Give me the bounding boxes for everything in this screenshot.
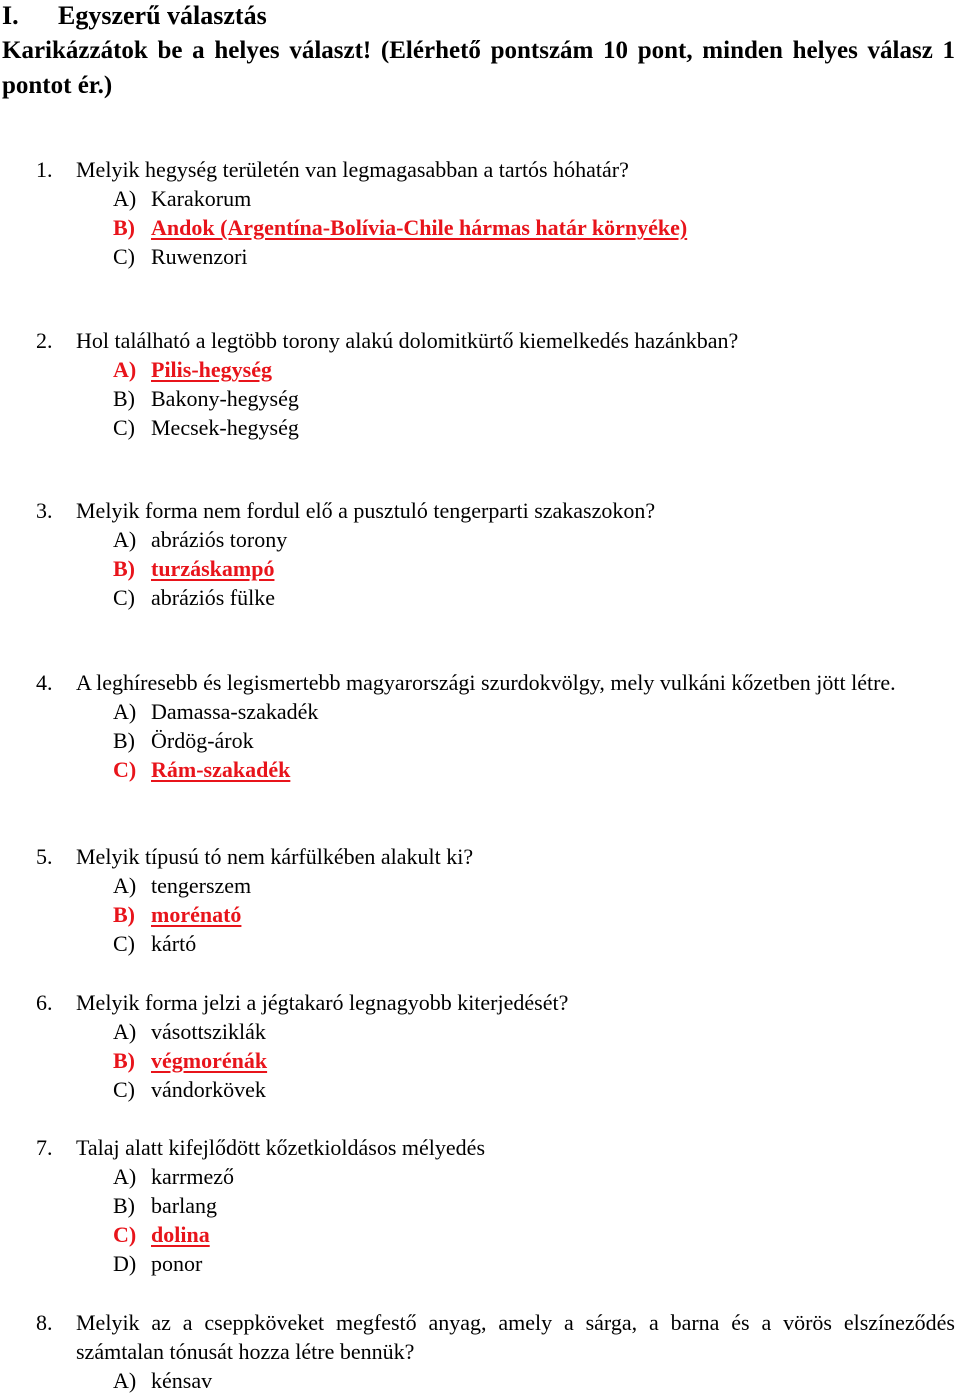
option-letter: B) — [113, 728, 135, 753]
question-8 — [0, 1308, 960, 1395]
question-number: 7. — [36, 1135, 53, 1160]
question-4 — [0, 668, 960, 784]
answer-option-c-correct[interactable] — [0, 755, 960, 784]
question-number: 8. — [36, 1310, 53, 1335]
option-letter: C) — [113, 1222, 137, 1247]
answer-option-a-correct[interactable] — [0, 355, 960, 384]
question-5 — [0, 842, 960, 958]
option-letter: C) — [113, 244, 135, 269]
option-letter: B) — [113, 1193, 135, 1218]
question-number: 3. — [36, 498, 53, 523]
option-letter: B) — [113, 902, 135, 927]
option-text: abráziós torony — [151, 527, 288, 552]
question-text: 1. Melyik hegység területén van legmagasabban a tartós hóhatár? — [36, 157, 629, 182]
option-letter: C) — [113, 1077, 135, 1102]
answer-option-a[interactable] — [0, 1366, 960, 1395]
option-text: Andok (Argentína-Bolívia-Chile hármas határ környéke) — [151, 215, 688, 240]
answer-option-a[interactable] — [0, 1017, 960, 1046]
question-text: 8. Melyik az a cseppköveket megfestő anyag, amely a sárga, a barna és a vörös elszíneződés számtalan tónusát hozza létre bennük? — [36, 1310, 955, 1364]
answer-option-b-correct[interactable] — [0, 213, 960, 242]
option-text: karrmező — [151, 1164, 235, 1189]
option-text: barlang — [151, 1193, 217, 1218]
option-text: Ruwenzori — [151, 244, 248, 269]
question-number: 6. — [36, 990, 53, 1015]
question-7 — [0, 1133, 960, 1278]
option-text: vásottsziklák — [151, 1019, 266, 1044]
answer-option-a[interactable] — [0, 697, 960, 726]
option-text: Rám-szakadék — [151, 757, 291, 782]
answer-option-a[interactable] — [0, 525, 960, 554]
question-number: 4. — [36, 670, 53, 695]
option-letter: D) — [113, 1251, 137, 1276]
option-text: kártó — [151, 931, 197, 956]
option-letter: A) — [113, 527, 137, 552]
answer-option-b[interactable] — [0, 1191, 960, 1220]
question-text: 3. Melyik forma nem fordul elő a pusztuló tengerparti szakaszokon? — [36, 498, 656, 523]
option-letter: A) — [113, 699, 137, 724]
option-letter: B) — [113, 386, 135, 411]
option-letter: A) — [113, 357, 137, 382]
question-text: 6. Melyik forma jelzi a jégtakaró legnagyobb kiterjedését? — [36, 990, 569, 1015]
answer-option-d[interactable] — [0, 1249, 960, 1278]
question-text: 2. Hol található a legtöbb torony alakú dolomitkürtő kiemelkedés hazánkban? — [36, 328, 739, 353]
question-text: 5. Melyik típusú tó nem kárfülkében alakult ki? — [36, 844, 474, 869]
question-number: 5. — [36, 844, 53, 869]
question-6 — [0, 988, 960, 1104]
answer-option-a[interactable] — [0, 184, 960, 213]
instructions: Karikázzátok be a helyes választ! (Elérhető pontszám 10 pont, minden helyes válasz 1 pontot ér.) — [2, 37, 955, 99]
question-text: 4. A leghíresebb és legismertebb magyarországi szurdokvölgy, mely vulkáni kőzetben jött létre. — [36, 670, 896, 695]
option-letter: C) — [113, 415, 135, 440]
option-text: ponor — [151, 1251, 203, 1276]
answer-option-b[interactable] — [0, 726, 960, 755]
option-text: Damassa-szakadék — [151, 699, 319, 724]
option-letter: A) — [113, 873, 137, 898]
answer-option-b[interactable] — [0, 384, 960, 413]
option-letter: C) — [113, 931, 135, 956]
option-text: tengerszem — [151, 873, 252, 898]
option-text: Bakony-hegység — [151, 386, 299, 411]
answer-option-c[interactable] — [0, 583, 960, 612]
option-text: abráziós fülke — [151, 585, 275, 610]
option-text: morénató — [151, 902, 242, 927]
question-3 — [0, 496, 960, 612]
option-text: turzáskampó — [151, 556, 275, 581]
option-text: vándorkövek — [151, 1077, 266, 1102]
option-text: Pilis-hegység — [151, 357, 272, 382]
question-number: 1. — [36, 157, 53, 182]
answer-option-a[interactable] — [0, 1162, 960, 1191]
answer-option-c[interactable] — [0, 413, 960, 442]
section-number: I. — [2, 1, 19, 30]
option-letter: A) — [113, 186, 137, 211]
question-1 — [0, 155, 960, 271]
option-letter: A) — [113, 1164, 137, 1189]
answer-option-c[interactable] — [0, 1075, 960, 1104]
option-text: dolina — [151, 1222, 210, 1247]
option-letter: A) — [113, 1368, 137, 1393]
answer-option-a[interactable] — [0, 871, 960, 900]
option-letter: B) — [113, 1048, 135, 1073]
answer-option-c[interactable] — [0, 242, 960, 271]
option-letter: C) — [113, 757, 137, 782]
option-text: végmorénák — [151, 1048, 268, 1073]
section-title: Egyszerű választás — [58, 1, 267, 30]
question-number: 2. — [36, 328, 53, 353]
answer-option-c-correct[interactable] — [0, 1220, 960, 1249]
answer-option-b-correct[interactable] — [0, 900, 960, 929]
option-letter: A) — [113, 1019, 137, 1044]
option-letter: C) — [113, 585, 135, 610]
option-letter: B) — [113, 215, 135, 240]
section-heading — [2, 0, 267, 32]
option-text: Karakorum — [151, 186, 252, 211]
answer-option-b-correct[interactable] — [0, 554, 960, 583]
option-text: Ördög-árok — [151, 728, 254, 753]
answer-option-c[interactable] — [0, 929, 960, 958]
option-text: Mecsek-hegység — [151, 415, 299, 440]
question-text: 7. Talaj alatt kifejlődött kőzetkioldásos mélyedés — [36, 1135, 486, 1160]
option-letter: B) — [113, 556, 135, 581]
question-2 — [0, 326, 960, 442]
option-text: kénsav — [151, 1368, 213, 1393]
answer-option-b-correct[interactable] — [0, 1046, 960, 1075]
